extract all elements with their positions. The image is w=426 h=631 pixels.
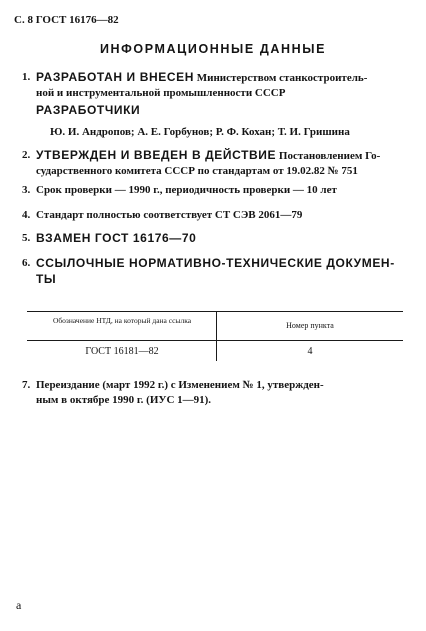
section-5: [22, 231, 406, 247]
table-header-clause: Номер пункта: [286, 321, 334, 330]
section-6: [22, 256, 406, 288]
table-cell-document: ГОСТ 16181—82: [85, 346, 159, 357]
page-header: С. 8 ГОСТ 16176—82: [14, 14, 119, 26]
section-2-heading: УТВЕРЖДЕН И ВВЕДЕН В ДЕЙСТВИЕ: [36, 148, 277, 162]
section-6-heading-cont: ТЫ: [36, 272, 57, 286]
table-header-rule: [27, 340, 403, 341]
section-6-number: 6.: [22, 257, 31, 269]
page-footer-mark: а: [16, 598, 22, 612]
section-7-number: 7.: [22, 379, 31, 391]
section-2-text: Постановлением Го-: [278, 150, 381, 162]
section-1-text: Министерством станкостроитель-: [196, 72, 368, 84]
section-3: [22, 183, 406, 198]
section-3-text: Срок проверки — 1990 г., периодичность проверки — 10 лет: [36, 184, 337, 196]
section-5-text: ВЗАМЕН ГОСТ 16176—70: [36, 231, 197, 245]
section-1-text-cont: ной и инструментальной промышленности СССР: [36, 87, 286, 99]
section-6-heading: ССЫЛОЧНЫЕ НОРМАТИВНО-ТЕХНИЧЕСКИЕ ДОКУМЕН-: [36, 256, 395, 270]
developers-heading: РАЗРАБОТЧИКИ: [36, 103, 141, 117]
table-header-document: Обозначение НТД, на который дана ссылка: [52, 316, 192, 325]
section-7-text-cont: ным в октябре 1990 г. (ИУС 1—91).: [36, 394, 212, 406]
section-1: [22, 70, 406, 101]
section-4-text: Стандарт полностью соответствует СТ СЭВ 2061—79: [36, 209, 303, 221]
section-5-number: 5.: [22, 232, 31, 244]
section-2-number: 2.: [22, 149, 31, 161]
section-4-number: 4.: [22, 209, 31, 221]
section-7: [22, 378, 406, 408]
table-top-rule: [27, 311, 403, 312]
section-1-number: 1.: [22, 71, 31, 83]
section-2-text-cont: сударственного комитета СССР по стандартам от 19.02.82 № 751: [36, 165, 358, 177]
section-4: [22, 208, 406, 223]
page-title: ИНФОРМАЦИОННЫЕ ДАННЫЕ: [99, 42, 327, 56]
section-1-heading: РАЗРАБОТАН И ВНЕСЕН: [36, 70, 194, 84]
section-7-text: Переиздание (март 1992 г.) с Изменением № 1, утвержден-: [36, 379, 324, 391]
table-cell-clause: 4: [307, 346, 313, 357]
section-2: [22, 148, 406, 179]
section-3-number: 3.: [22, 184, 31, 196]
developers-names: Ю. И. Андропов; А. Е. Горбунов; Р. Ф. Кохан; Т. И. Гришина: [50, 126, 350, 138]
